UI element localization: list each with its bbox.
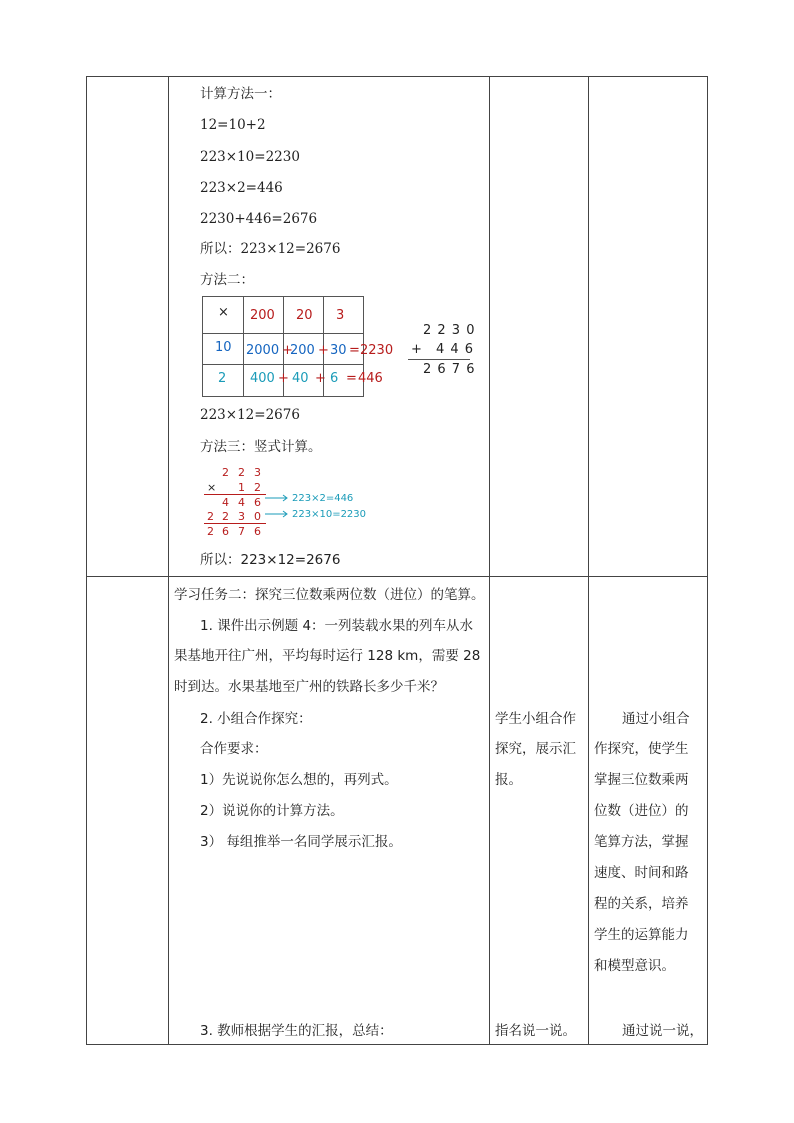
purpose-10: 通过说一说，: [622, 1023, 703, 1039]
vc-digit: 2: [207, 525, 214, 538]
task2-p2: 2. 小组合作探究：: [200, 711, 312, 727]
vc-note-2: 223×10=2230: [292, 509, 367, 520]
grid-row1-val-30: 30: [330, 343, 347, 358]
vc-digit: 6: [222, 525, 229, 538]
purpose-4: 位数（进位）的: [594, 803, 689, 819]
vc-digit: 6: [254, 496, 261, 509]
table-col-line-3: [489, 76, 490, 1045]
addition-line: [408, 359, 470, 360]
vc-digit: 3: [254, 466, 261, 479]
method3-conclusion: 所以：223×12=2676: [200, 552, 341, 568]
method2-title: 方法二：: [200, 272, 254, 288]
vc-digit: 2: [254, 481, 261, 494]
student-activity-4: 指名说一说。: [495, 1023, 576, 1039]
method1-line-2: 223×10=2230: [200, 149, 300, 165]
grid-row2-plus-2: +: [315, 371, 326, 386]
purpose-6: 速度、时间和路: [594, 865, 689, 881]
table-col-line-1: [86, 76, 87, 1045]
task2-p3: 3. 教师根据学生的汇报，总结：: [200, 1023, 393, 1039]
addition-plus: +: [411, 342, 422, 357]
purpose-3: 掌握三位数乘两: [594, 772, 689, 788]
student-activity-2: 探究，展示汇: [495, 741, 576, 757]
purpose-8: 学生的运算能力: [594, 927, 689, 943]
vc-digit: 4: [222, 496, 229, 509]
grid-row1-val-200: 200: [290, 343, 315, 358]
grid-row2-total: 446: [358, 371, 383, 386]
vc-digit: 7: [238, 525, 245, 538]
vc-line-1: [204, 494, 266, 495]
purpose-7: 程的关系，培养: [594, 896, 689, 912]
grid-col-header-200: 200: [250, 308, 275, 323]
task2-p1-line1: 1. 课件出示例题 4：一列装载水果的列车从水: [200, 618, 474, 634]
vc-digit: 2: [207, 510, 214, 523]
method1-line-1: 12=10+2: [200, 117, 266, 133]
arrow-right-icon: [264, 510, 290, 518]
addition-top: 2 2 3 0: [423, 323, 476, 338]
grid-row2-plus-1: +: [278, 371, 289, 386]
student-activity-1: 学生小组合作: [495, 711, 576, 727]
purpose-1: 通过小组合: [622, 711, 690, 727]
grid-row2-val-400: 400: [250, 371, 275, 386]
student-activity-3: 报。: [495, 772, 522, 788]
vc-digit: 2: [222, 510, 229, 523]
method3-title: 方法三：竖式计算。: [200, 439, 322, 455]
grid-corner-times: ×: [218, 305, 229, 320]
grid-row2-val-40: 40: [292, 371, 309, 386]
grid-row1-equals: =: [349, 343, 360, 358]
table-col-line-4: [588, 76, 589, 1045]
vc-digit: 1: [238, 481, 245, 494]
task2-req-3: 3） 每组推举一名同学展示汇报。: [200, 834, 402, 850]
vc-times: ×: [207, 481, 217, 494]
arrow-right-icon: [264, 494, 290, 502]
grid-row1-plus-1: +: [282, 343, 293, 358]
grid-row-header-2: 2: [218, 371, 227, 386]
method1-line-3: 223×2=446: [200, 180, 283, 196]
vc-digit: 2: [238, 466, 245, 479]
method2-result: 223×12=2676: [200, 407, 300, 423]
vc-line-2: [204, 523, 266, 524]
vc-digit: 2: [222, 466, 229, 479]
task2-requirements: 合作要求：: [200, 741, 268, 757]
task2-title: 学习任务二：探究三位数乘两位数（进位）的笔算。: [174, 587, 485, 603]
addition-second: 4 4 6: [436, 342, 475, 357]
grid-row1-val-2000: 2000: [246, 343, 280, 358]
purpose-9: 和模型意识。: [594, 958, 675, 974]
method1-title: 计算方法一：: [200, 86, 281, 102]
vc-digit: 0: [254, 510, 261, 523]
grid-row-header-10: 10: [215, 340, 232, 355]
task2-p1-line3: 时到达。水果基地至广州的铁路长多少千米？: [174, 679, 444, 695]
vc-note-1: 223×2=446: [292, 493, 354, 504]
grid-col-header-20: 20: [296, 308, 313, 323]
table-col-line-2: [168, 76, 169, 1045]
grid-row1-total: 2230: [360, 343, 394, 358]
task2-req-1: 1）先说说你怎么想的，再列式。: [200, 772, 398, 788]
method1-line-4: 2230+446=2676: [200, 211, 318, 227]
table-bottom-border: [86, 1044, 708, 1045]
vc-digit: 6: [254, 525, 261, 538]
task2-p1-line2: 果基地开往广州，平均每时运行 128 km，需要 28: [174, 648, 481, 664]
method1-line-5: 所以：223×12=2676: [200, 241, 341, 257]
addition-result: 2 6 7 6: [423, 362, 476, 377]
task2-req-2: 2）说说你的计算方法。: [200, 803, 344, 819]
table-col-line-5: [707, 76, 708, 1045]
grid-col-header-3: 3: [336, 308, 345, 323]
table-top-border: [86, 76, 708, 77]
grid-row1-plus-2: +: [318, 343, 329, 358]
vc-digit: 4: [238, 496, 245, 509]
grid-row2-equals: =: [346, 371, 357, 386]
table-row-divider: [86, 576, 708, 577]
vc-digit: 3: [238, 510, 245, 523]
purpose-2: 作探究，使学生: [594, 741, 689, 757]
grid-row2-val-6: 6: [330, 371, 339, 386]
purpose-5: 笔算方法，掌握: [594, 834, 689, 850]
